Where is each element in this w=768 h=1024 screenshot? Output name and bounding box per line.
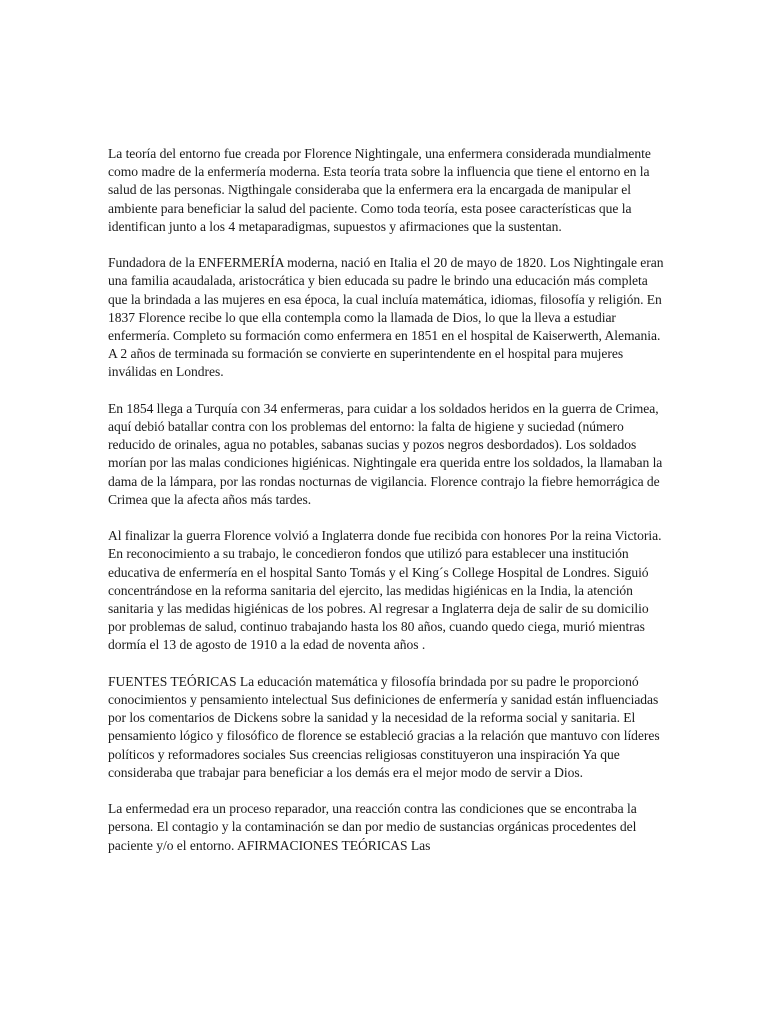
paragraph-intro: La teoría del entorno fue creada por Florence Nightingale, una enfermera considerada mundialmente como madre de la enfermería moderna. Esta teoría trata sobre la influencia que tiene el entorno en la salud de las personas. Nigthingale consideraba que la enfermera era la encargada de manipular el ambiente para beneficiar la salud del paciente. Como toda teoría, esta posee características que la identifican junto a los 4 metaparadigmas, supuestos y afirmaciones que la sustentan.: [108, 146, 651, 234]
paragraph-biography: Fundadora de la ENFERMERÍA moderna, nació en Italia el 20 de mayo de 1820. Los Nightingale eran una familia acaudalada, aristocrática y bien educada su padre le brindo una educación más completa que la brindada a las mujeres en esa época, la cual incluía matemática, idiomas, filosofía y religión. En 1837 Florence recibe lo que ella contempla como la llamada de Dios, lo que la lleva a estudiar enfermería. Completo su formación como enfermera en 1851 en el hospital de Kaiserwerth, Alemania. A 2 años de terminada su formación se convierte en superintendente en el hospital para mujeres inválidas en Londres.: [108, 255, 664, 380]
paragraph-theoretical-sources: FUENTES TEÓRICAS La educación matemática y filosofía brindada por su padre le proporcionó conocimientos y pensamiento intelectual Sus definiciones de enfermería y sanidad están influenciadas por los comentarios de Dickens sobre la sanidad y la necesidad de la reforma social y sanitaria. El pensamiento lógico y filosófico de florence se estableció gracias a la relación que mantuvo con líderes políticos y reformadores sociales Sus creencias religiosas constituyeron una inspiración Ya que consideraba que trabajar para beneficiar a los demás era el mejor modo de servir a Dios.: [108, 673, 660, 780]
paragraph-after-war: Al finalizar la guerra Florence volvió a Inglaterra donde fue recibida con honores Por la reina Victoria. En reconocimiento a su trabajo, le concedieron fondos que utilizó para establecer una institución educativa de enfermería en el hospital Santo Tomás y el King´s College Hospital de Londres. Siguió concentrándose en la reforma sanitaria del ejercito, las medidas higiénicas en la India, la atención sanitaria y las medidas higiénicas de los pobres. Al regresar a Inglaterra deja de salir de su domicilio por problemas de salud, continuo trabajando hasta los 80 años, cuando quedo ciega, murió mientras dormía el 13 de agosto de 1910 a la edad de noventa años .: [108, 528, 662, 653]
paragraph-disease: La enfermedad era un proceso reparador, una reacción contra las condiciones que se encontraba la persona. El contagio y la contaminación se dan por medio de sustancias orgánicas procedentes del paciente y/o el entorno. AFIRMACIONES TEÓRICAS Las: [108, 801, 637, 853]
paragraph-crimea: En 1854 llega a Turquía con 34 enfermeras, para cuidar a los soldados heridos en la guerra de Crimea, aquí debió batallar contra con los problemas del entorno: la falta de higiene y suciedad (número reducido de orinales, agua no potables, sabanas sucias y pozos negros desbordados). Los soldados morían por las malas condiciones higiénicas. Nightingale era querida entre los soldados, la llamaban la dama de la lámpara, por las rondas nocturnas de vigilancia. Florence contrajo la fiebre hemorrágica de Crimea que la afecta años más tardes.: [108, 400, 663, 507]
document-body: [108, 145, 668, 873]
